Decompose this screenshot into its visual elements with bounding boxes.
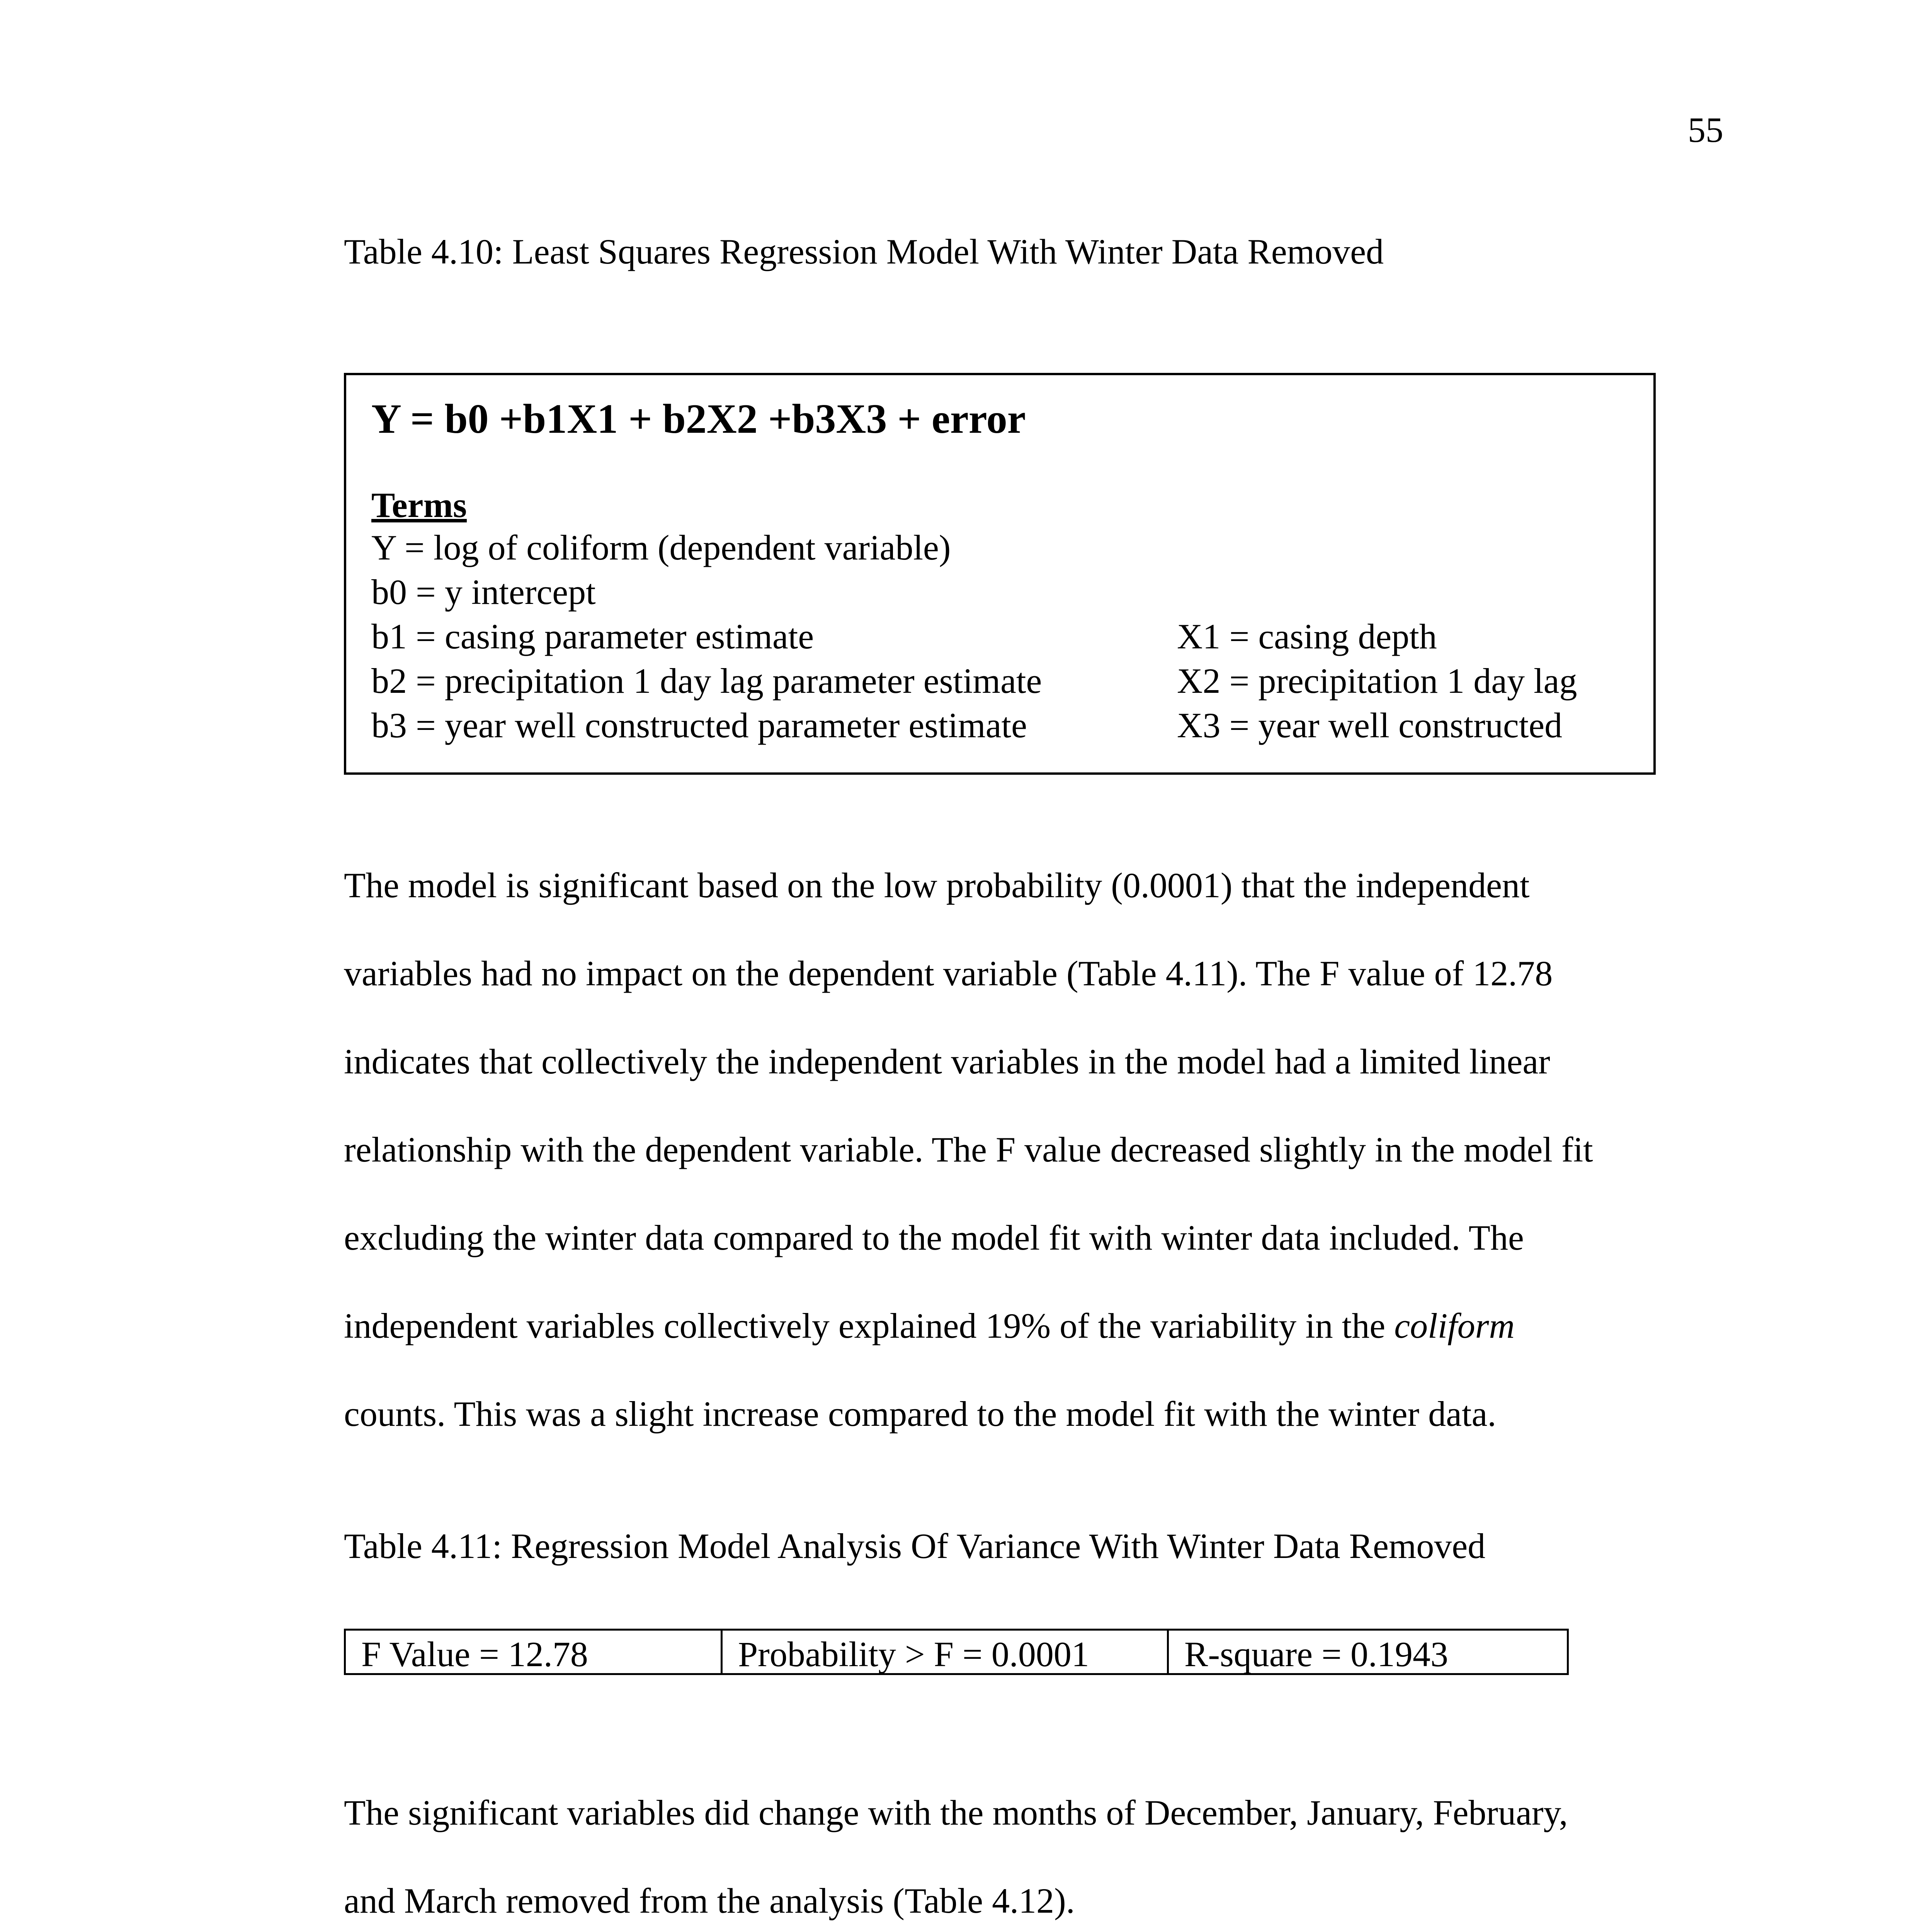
body-paragraph-2 [344, 1795, 1719, 1932]
page-number: 55 [1688, 110, 1723, 150]
table-4-11-caption: Table 4.11: Regression Model Analysis Of Variance With Winter Data Removed [344, 1526, 1486, 1566]
probability-cell: Probability > F = 0.0001 [721, 1631, 1167, 1673]
variable-definition: X2 = precipitation 1 day lag [1177, 661, 1577, 701]
term-definition: b3 = year well constructed parameter estimate [371, 706, 1027, 745]
paragraph-line: relationship with the dependent variable. The F value decreased slightly in the model fit [344, 1130, 1593, 1169]
paragraph-text: independent variables collectively explained 19% of the variability in the [344, 1306, 1395, 1345]
variable-definition: X3 = year well constructed [1177, 706, 1563, 745]
paragraph-line: counts. This was a slight increase compared to the model fit with the winter data. [344, 1394, 1497, 1434]
paragraph-line: The model is significant based on the low probability (0.0001) that the independent [344, 866, 1530, 905]
paragraph-line [344, 1308, 1719, 1396]
table-4-10-caption: Table 4.10: Least Squares Regression Model With Winter Data Removed [344, 232, 1384, 271]
variable-definition: X1 = casing depth [1177, 617, 1437, 656]
anova-table [344, 1629, 1569, 1675]
f-value-cell: F Value = 12.78 [361, 1634, 588, 1674]
term-definition: b1 = casing parameter estimate [371, 617, 814, 656]
body-paragraph-1 [344, 867, 1719, 1484]
regression-model-box [344, 373, 1656, 775]
paragraph-line: indicates that collectively the independent variables in the model had a limited linear [344, 1042, 1550, 1081]
paragraph-line: and March removed from the analysis (Table 4.12). [344, 1881, 1075, 1920]
term-definition: b2 = precipitation 1 day lag parameter estimate [371, 661, 1042, 701]
terms-heading: Terms [371, 485, 467, 525]
regression-equation: Y = b0 +b1X1 + b2X2 +b3X3 + error [371, 396, 1026, 442]
paragraph-line: excluding the winter data compared to the model fit with winter data included. The [344, 1218, 1524, 1257]
term-definition: Y = log of coliform (dependent variable) [371, 528, 951, 567]
r-square-cell: R-square = 0.1943 [1167, 1631, 1567, 1673]
paragraph-line: variables had no impact on the dependent variable (Table 4.11). The F value of 12.78 [344, 954, 1553, 993]
italic-term: coliform [1394, 1306, 1515, 1345]
term-definition: b0 = y intercept [371, 572, 596, 612]
paragraph-line: The significant variables did change with the months of December, January, February, [344, 1793, 1568, 1832]
